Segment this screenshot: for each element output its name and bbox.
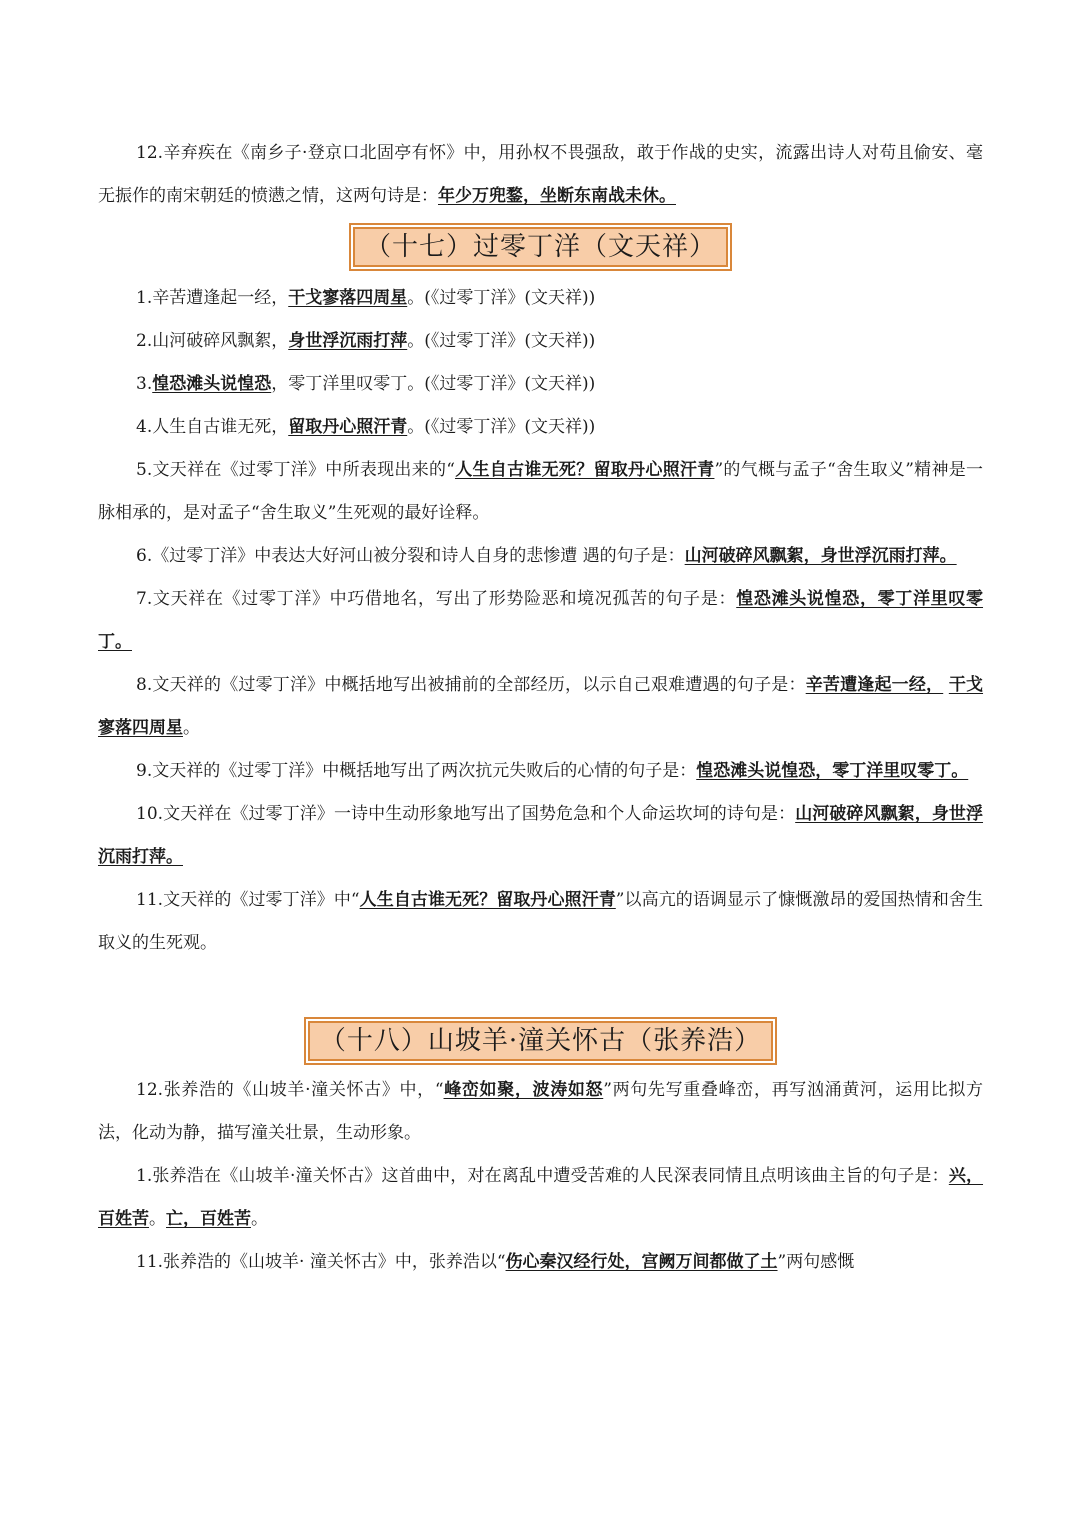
item-text: 人生自古谁无死， (152, 417, 289, 437)
item-number: 1. (136, 1166, 153, 1186)
item-number: 12. (136, 143, 164, 163)
document-body (98, 132, 983, 1284)
item-number: 12. (136, 1080, 164, 1100)
list-item (98, 1241, 983, 1284)
answer-text: 留取丹心照汗青 (288, 417, 408, 437)
item-text: 。(《过零丁洋》(文天祥)) (407, 288, 596, 308)
item-text: 山河破碎风飘絮， (152, 331, 289, 351)
answer-text: 人生自古谁无死？留取丹心照汗青 (359, 890, 616, 910)
answer-text: 兴，百姓苦 (98, 1166, 984, 1229)
item-text: 。(《过零丁洋》(文天祥)) (407, 331, 596, 351)
list-item (98, 363, 983, 406)
item-text: ”以高亢的语调显示了慷慨激昂的爱国热情和舍生取义的生死观。 (98, 890, 983, 953)
section-heading-17 (98, 223, 983, 271)
list-item (98, 132, 983, 218)
answer-text: 年少万兜鍪，坐断东南战未休。 (438, 186, 676, 206)
item-text: ，零丁洋里叹零丁。(《过零丁洋》(文天祥)) (271, 374, 596, 394)
item-number: 2. (136, 331, 153, 351)
item-number: 11. (136, 1252, 164, 1272)
list-item (98, 793, 983, 879)
item-text: 。 (183, 718, 200, 738)
answer-text: 干戈寥落四周星 (98, 675, 984, 738)
section-18-list (98, 1069, 983, 1284)
item-number: 10. (136, 804, 164, 824)
item-number: 4. (136, 417, 153, 437)
item-text: 张养浩在《山坡羊·潼关怀古》这首曲中，对在离乱中遭受苦难的人民深表同情且点明该曲主旨的句子是： (152, 1166, 949, 1186)
item-text: ”两句感慨 (777, 1252, 855, 1272)
list-item (98, 1069, 983, 1155)
item-number: 8. (136, 675, 153, 695)
item-text: 张养浩的《山坡羊· 潼关怀古》中，张养浩以“ (163, 1252, 506, 1272)
answer-text: 山河破碎风飘絮，身世浮沉雨打萍。 (98, 804, 984, 867)
section-17-list (98, 277, 983, 965)
list-item (98, 406, 983, 449)
item-number: 1. (136, 288, 153, 308)
item-text: 张养浩的《山坡羊·潼关怀古》中，“ (163, 1080, 444, 1100)
item-text: 文天祥在《过零丁洋》中巧借地名，写出了形势险恶和境况孤苦的句子是： (152, 589, 737, 609)
item-number: 9. (136, 761, 153, 781)
item-text: 辛苦遭逢起一经， (152, 288, 289, 308)
list-item (98, 449, 983, 535)
item-text: 文天祥在《过零丁洋》中所表现出来的“ (152, 460, 455, 480)
item-text: 文天祥在《过零丁洋》一诗中生动形象地写出了国势危急和个人命运坎坷的诗句是： (163, 804, 796, 824)
item-text: 。(《过零丁洋》(文天祥)) (407, 417, 596, 437)
item-text: 文天祥的《过零丁洋》中概括地写出了两次抗元失败后的心情的句子是： (152, 761, 697, 781)
list-item (98, 277, 983, 320)
item-text: 。 (251, 1209, 268, 1229)
list-item (98, 1155, 983, 1241)
list-item (98, 535, 983, 578)
section-title: （十七）过零丁洋（文天祥） (349, 223, 732, 271)
item-text: 辛弃疾在《南乡子·登京口北固亭有怀》中，用孙权不畏强敌，敢于作战的史实，流露出诗人对苟且偷安、毫无振作的南宋朝廷的愤懑之情，这两句诗是： (98, 143, 983, 206)
answer-text: 辛苦遭逢起一经， (805, 675, 944, 695)
answer-text: 伤心秦汉经行处，宫阙万间都做了土 (505, 1252, 778, 1272)
answer-text: 惶恐滩头说惶恐，零丁洋里叹零丁。 (98, 589, 984, 652)
item-text: 文天祥的《过零丁洋》中“ (163, 890, 360, 910)
list-item (98, 750, 983, 793)
list-item (98, 578, 983, 664)
item-text: 。 (149, 1209, 166, 1229)
item-number: 3. (136, 374, 153, 394)
item-number: 5. (136, 460, 153, 480)
answer-text: 身世浮沉雨打萍 (288, 331, 408, 351)
answer-text: 人生自古谁无死？留取丹心照汗青 (454, 460, 715, 480)
item-text: ”的气概与孟子“舍生取义”精神是一脉相承的，是对孟子“舍生取义”生死观的最好诠释。 (98, 460, 984, 523)
item-text: 《过零丁洋》中表达大好河山被分裂和诗人自身的悲惨遭 遇的句子是： (152, 546, 685, 566)
answer-text: 峰峦如聚，波涛如怒 (443, 1080, 604, 1100)
item-text: 文天祥的《过零丁洋》中概括地写出被捕前的全部经历，以示自己艰难遭遇的句子是： (152, 675, 806, 695)
item-text: ”两句先写重叠峰峦，再写汹涌黄河，运用比拟方法，化动为静，描写潼关壮景，生动形象。 (98, 1080, 983, 1143)
item-number: 6. (136, 546, 153, 566)
item-number: 7. (136, 589, 153, 609)
list-item (98, 320, 983, 363)
list-item (98, 664, 983, 750)
section-heading-18 (98, 1017, 983, 1065)
section-title: （十八）山坡羊·潼关怀古（张养浩） (304, 1017, 777, 1065)
item-number: 11. (136, 890, 164, 910)
answer-text: 干戈寥落四周星 (288, 288, 408, 308)
answer-text: 山河破碎风飘絮，身世浮沉雨打萍。 (684, 546, 957, 566)
list-item (98, 879, 983, 965)
answer-text: 惶恐滩头说惶恐，零丁洋里叹零丁。 (696, 761, 969, 781)
answer-text: 惶恐滩头说惶恐 (152, 374, 272, 394)
answer-text: 亡，百姓苦 (166, 1209, 251, 1229)
